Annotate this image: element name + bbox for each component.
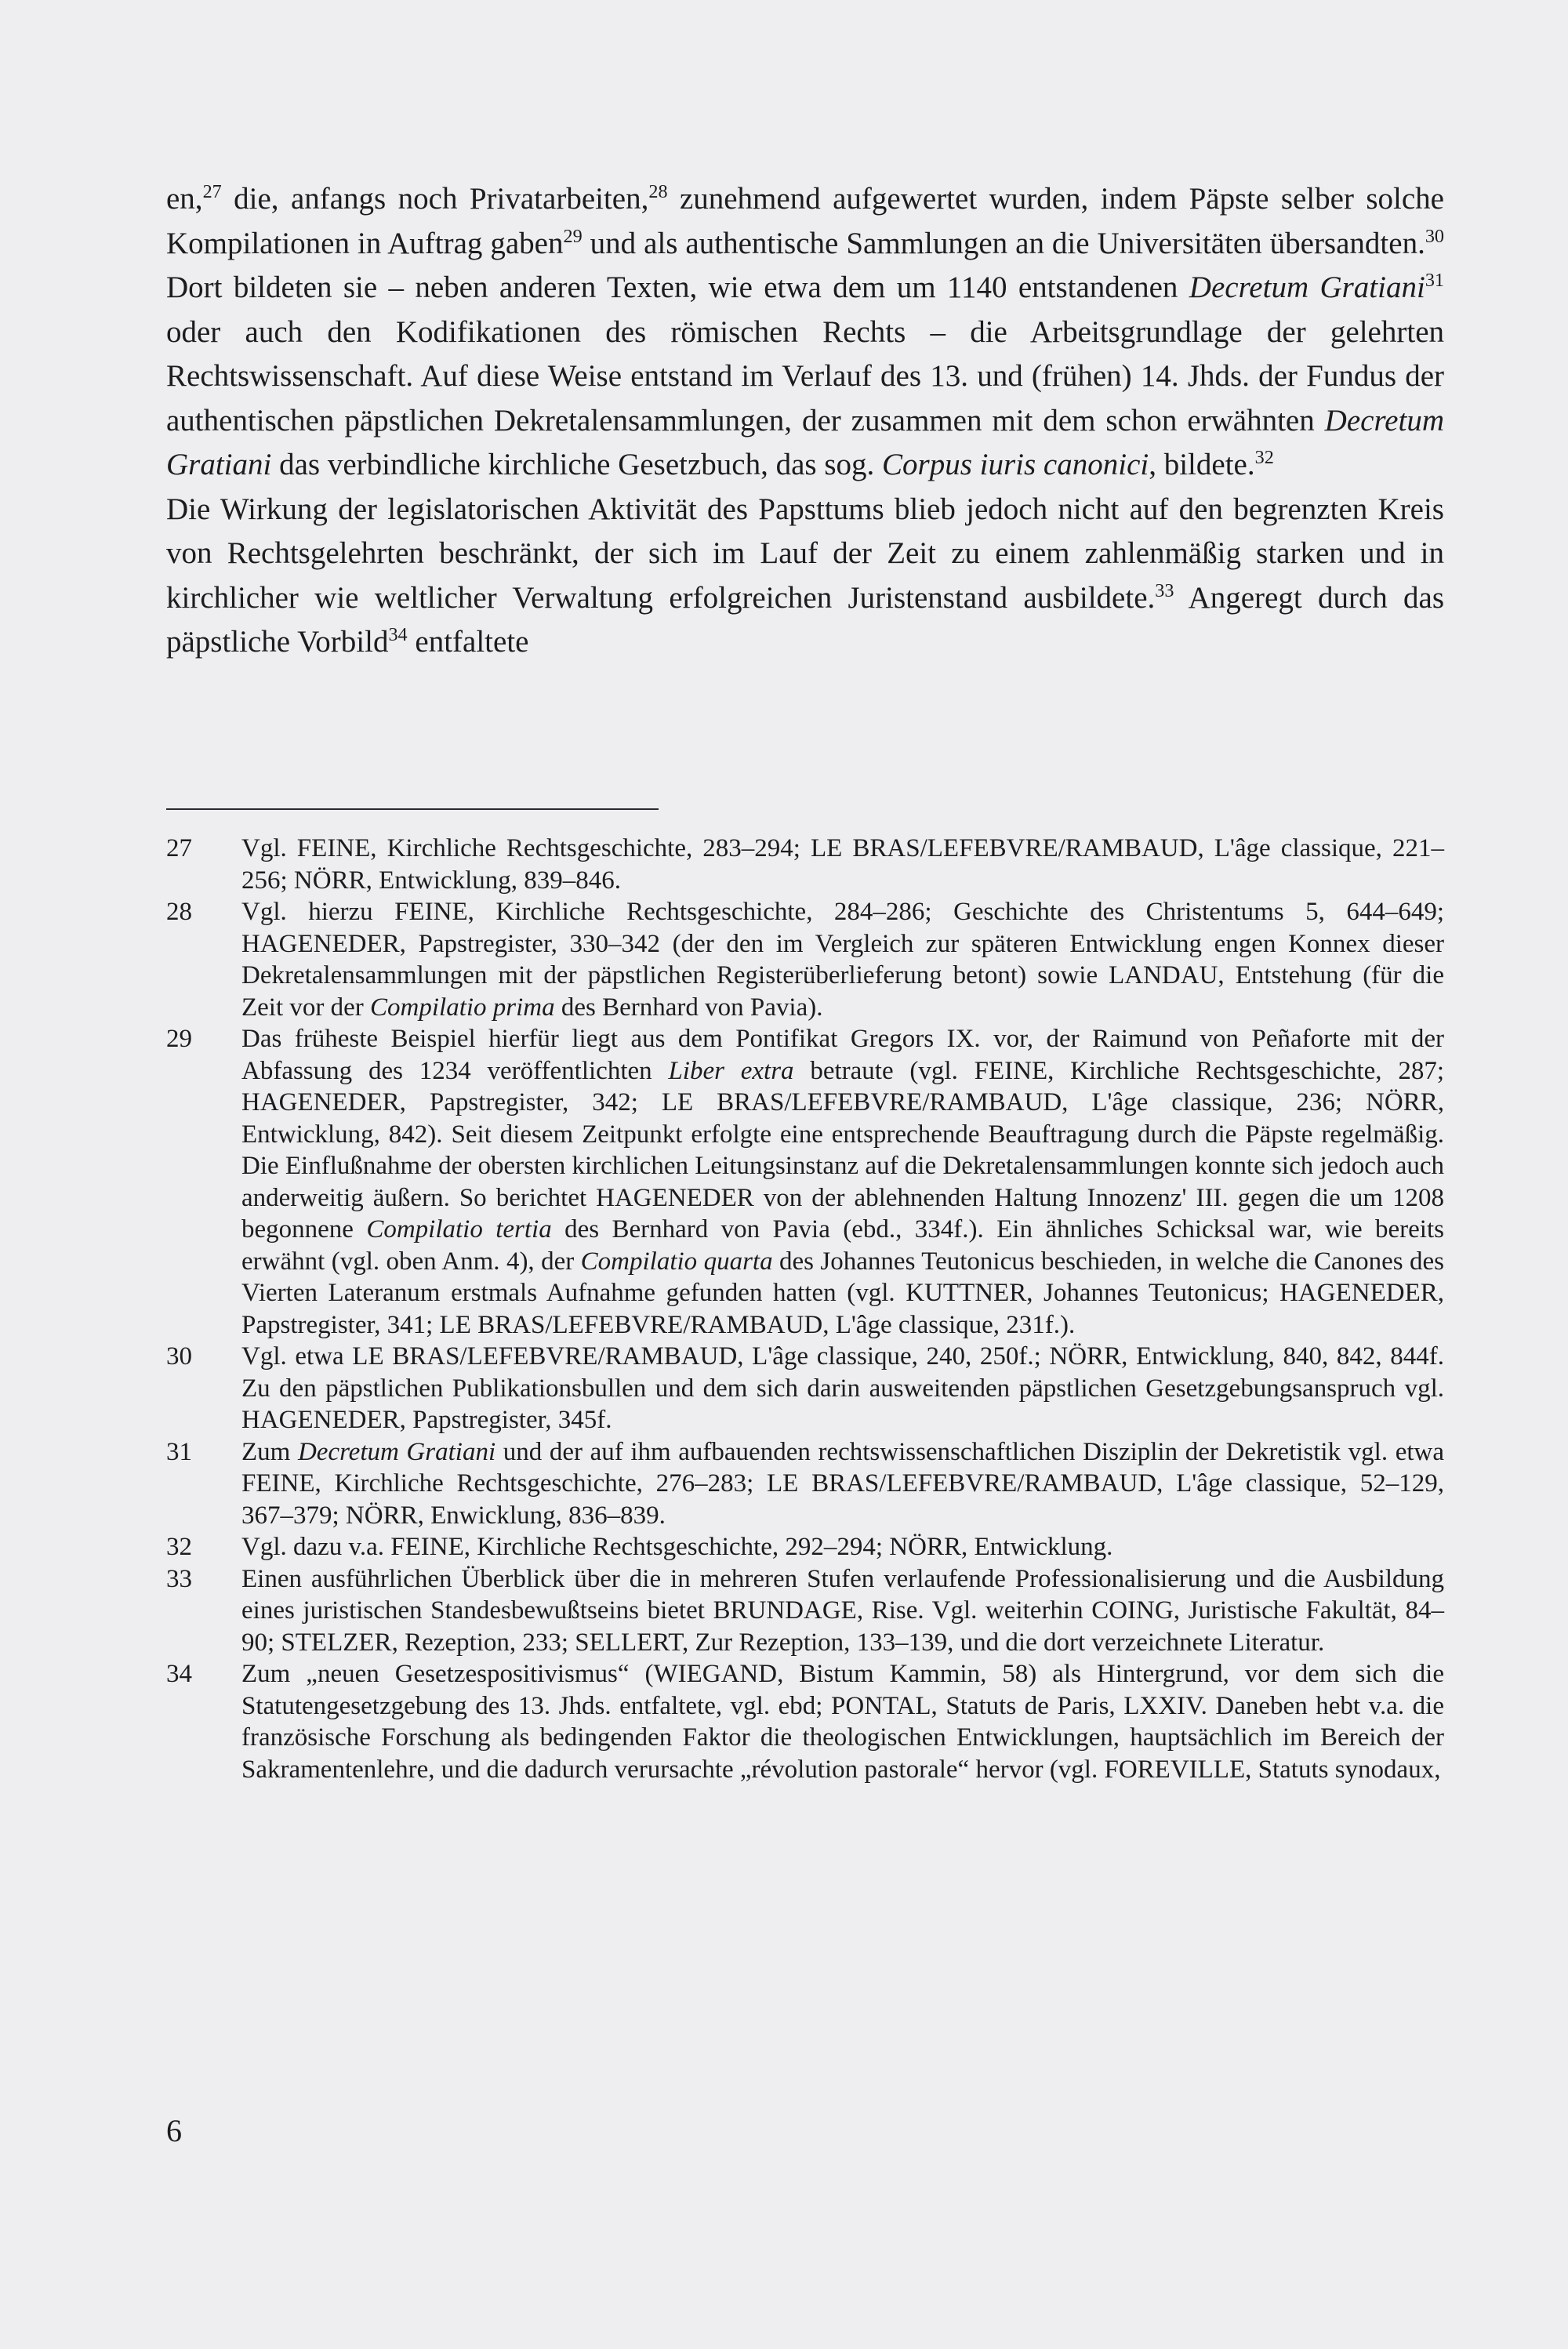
footnote-ref-27[interactable]: 27 (202, 181, 222, 202)
paragraph-1 (166, 177, 1444, 488)
text-run: zunehmend aufgewertet wurden, indem Päpste selber solche Kompilationen in Auftrag gaben (166, 182, 1444, 260)
footnote-33 (166, 1563, 1444, 1659)
text-run: das verbindliche kirchliche Gesetzbuch, das sog. (271, 448, 883, 481)
text-run: Angeregt durch das päpstliche Vorbild (166, 580, 1445, 659)
footnote-number: 34 (166, 1660, 192, 1688)
footnote-text: Das früheste Beispiel hierfür liegt aus dem Pontifikat Gregors IX. vor, der Raimund von Peñaforte mit der Abfassung des 1234 veröffentlichten (241, 1025, 1444, 1085)
footnote-ref-34[interactable]: 34 (388, 624, 408, 645)
italic-title: Decretum Gratiani (166, 403, 1444, 481)
footnote-text: des Bernhard von Pavia). (554, 993, 823, 1022)
footnote-number: 28 (166, 898, 192, 926)
footnote-ref-30[interactable]: 30 (1425, 225, 1444, 247)
footnote-text: des Bernhard von Pavia (ebd., 334f.). Ein ähnliches Schicksal war, wie bereits erwähnt (vgl. oben Anm. 4), der (241, 1215, 1444, 1276)
text-run: die, anfangs noch Privatarbeiten, (221, 182, 649, 216)
italic-title: Compilatio quarta (580, 1247, 773, 1276)
footnote-text: Einen ausführlichen Überblick über die in mehreren Stufen verlaufende Professionalisierung und die Ausbildung eines juristischen Standesbewußtseins bietet BRUNDAGE, Rise. Vgl. weiterhin COING, Juristische Fakultät, 84–90; STELZER, Rezeption, 233; SELLERT, Zur Rezeption, 133–139, und die dort verzeichnete Literatur. (241, 1564, 1444, 1657)
footnote-text: Vgl. dazu v.a. FEINE, Kirchliche Rechtsgeschichte, 292–294; NÖRR, Entwicklung. (241, 1533, 1113, 1561)
text-run: , bildete. (1149, 448, 1255, 481)
footnote-text: des Johannes Teutonicus beschieden, in welche die Canones des Vierten Lateranum erstmals Aufnahme gefunden hatten (vgl. KUTTNER, Johannes Teutonicus; HAGENEDER, Papstregister, 341; LE BRAS/LEFEBVRE/RAMBAUD, L'âge classique, 231f.). (241, 1247, 1444, 1339)
text-run: oder auch den Kodifikationen des römischen Rechts – die Arbeitsgrundlage der gelehrten Rechtswissenschaft. Auf diese Weise entstand im Verlauf des 13. und (frühen) 14. Jhds. der Fundus der authentischen päpstlichen Dekretalensammlungen, der zusammen mit dem schon erwähnten (166, 314, 1444, 437)
footnote-number: 31 (166, 1437, 192, 1466)
text-run: Dort bildeten sie – neben anderen Texten, wie etwa dem um 1140 entstandenen (166, 270, 1189, 304)
footnote-text: Vgl. etwa LE BRAS/LEFEBVRE/RAMBAUD, L'âge classique, 240, 250f.; NÖRR, Entwicklung, 840, 842, 844f. Zu den päpstlichen Publikationsbullen und dem sich darin ausweitenden päpstlichen Gesetzgebungsanspruch vgl. HAGENEDER, Papstregister, 345f. (241, 1342, 1444, 1434)
footnote-ref-29[interactable]: 29 (563, 225, 583, 247)
footnote-number: 27 (166, 834, 192, 862)
italic-title: Decretum Gratiani (1189, 270, 1425, 304)
italic-title: Liber extra (668, 1056, 794, 1085)
text-run: en, (166, 182, 203, 216)
footnotes (166, 833, 1444, 1785)
footnote-text: Vgl. hierzu FEINE, Kirchliche Rechtsgeschichte, 284–286; Geschichte des Christentums 5, 644–649; HAGENEDER, Papstregister, 330–342 (der den im Vergleich zur späteren Entwicklung engen Konnex dieser Dekretalensammlungen mit der päpstlichen Registerüberlieferung betont) sowie LANDAU, Entstehung (für die Zeit vor der (241, 898, 1444, 1022)
paragraph-2 (166, 488, 1444, 665)
italic-title: Corpus iuris canonici (882, 448, 1149, 481)
footnote-29 (166, 1023, 1444, 1341)
footnote-ref-33[interactable]: 33 (1155, 579, 1174, 601)
footnote-text: und der auf ihm aufbauenden rechtswissenschaftlichen Disziplin der Dekretistik vgl. etwa FEINE, Kirchliche Rechtsgeschichte, 276–283; LE BRAS/LEFEBVRE/RAMBAUD, L'âge classique, 52–129, 367–379; NÖRR, Enwicklung, 836–839. (241, 1437, 1444, 1530)
footnote-30 (166, 1341, 1444, 1436)
footnote-number: 32 (166, 1533, 192, 1561)
italic-title: Compilatio tertia (366, 1215, 552, 1243)
footnote-ref-28[interactable]: 28 (648, 181, 668, 202)
footnote-number: 29 (166, 1025, 192, 1053)
footnote-text: Zum (241, 1437, 298, 1466)
footnote-31 (166, 1436, 1444, 1532)
footnote-32 (166, 1531, 1444, 1563)
text-run: entfaltete (407, 625, 529, 659)
italic-title: Decretum Gratiani (297, 1437, 496, 1466)
footnote-34 (166, 1658, 1444, 1785)
footnote-ref-32[interactable]: 32 (1254, 447, 1274, 468)
footnote-number: 33 (166, 1564, 192, 1593)
footnote-28 (166, 896, 1444, 1023)
italic-title: Compilatio prima (370, 993, 555, 1022)
footnote-text: Zum „neuen Gesetzespositivismus“ (WIEGAND, Bistum Kammin, 58) als Hintergrund, vor dem sich die Statutengesetzgebung des 13. Jhds. entfaltete, vgl. ebd; PONTAL, Statuts de Paris, LXXIV. Daneben hebt v.a. die französische Forschung als bedingenden Faktor die theologischen Entwicklungen, hauptsächlich im Bereich der Sakramentenlehre, und die dadurch verursachte „révolution pastorale“ hervor (vgl. FOREVILLE, Statuts synodaux, (241, 1660, 1444, 1784)
footnote-ref-31[interactable]: 31 (1425, 270, 1444, 291)
footnote-number: 30 (166, 1342, 192, 1371)
footnote-separator (166, 808, 659, 810)
footnote-27 (166, 833, 1444, 896)
text-run: Die Wirkung der legislatorischen Aktivität des Papsttums blieb jedoch nicht auf den begrenzten Kreis von Rechtsgelehrten beschränkt, der sich im Lauf der Zeit zu einem zahlenmäßig starken und in kirchlicher wie weltlicher Verwaltung erfolgreichen Juristenstand ausbildete. (166, 492, 1444, 615)
footnote-text: betraute (vgl. FEINE, Kirchliche Rechtsgeschichte, 287; HAGENEDER, Papstregister, 342; LE BRAS/LEFEBVRE/RAMBAUD, L'âge classique, 236; NÖRR, Entwicklung, 842). Seit diesem Zeitpunkt erfolgte eine entsprechende Beauftragung durch die Päpste regelmäßig. Die Einflußnahme der obersten kirchlichen Leitungsinstanz auf die Dekretalensammlungen konnte sich jedoch auch anderweitig äußern. So berichtet HAGENEDER von der ablehnenden Haltung Innozenz' III. gegen die um 1208 begonnene (241, 1056, 1444, 1243)
text-run: und als authentische Sammlungen an die Universitäten übersandten. (582, 226, 1425, 260)
main-text (166, 177, 1444, 665)
page-number: 6 (166, 2113, 182, 2148)
footnote-text: Vgl. FEINE, Kirchliche Rechtsgeschichte, 283–294; LE BRAS/LEFEBVRE/RAMBAUD, L'âge classique, 221–256; NÖRR, Entwicklung, 839–846. (241, 834, 1444, 895)
